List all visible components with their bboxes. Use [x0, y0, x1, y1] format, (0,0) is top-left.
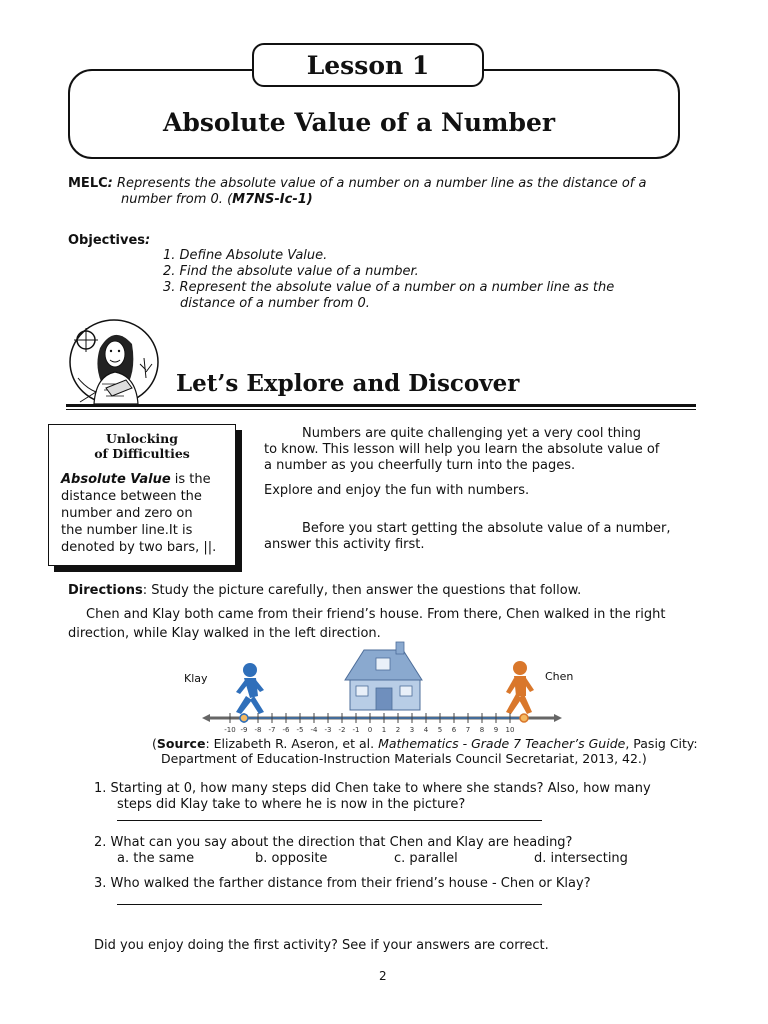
tick-label: 5 — [437, 726, 443, 734]
objective-item: 2. Find the absolute value of a number. — [163, 264, 419, 279]
melc-text: Represents the absolute value of a number on a number line as the distance of a — [117, 176, 647, 191]
unlocking-definition: Absolute Value is the distance between the number and zero on the number line.It is denoted by two bars, ||. — [61, 472, 217, 555]
intro-p1-line3: a number as you cheerfully turn into the pages. — [264, 458, 576, 473]
tick-label: -5 — [296, 726, 304, 734]
intro-p2: Explore and enjoy the fun with numbers. — [264, 483, 530, 498]
choice-b: b. opposite — [255, 851, 328, 866]
page-number: 2 — [379, 969, 387, 983]
choice-c: c. parallel — [394, 851, 458, 866]
house-icon — [345, 642, 422, 710]
question-1-line1: 1. Starting at 0, how many steps did Chen take to where she stands? Also, how many — [94, 781, 651, 796]
term: Absolute Value — [61, 472, 171, 487]
tick-label: 8 — [479, 726, 485, 734]
tick-label: -9 — [240, 726, 248, 734]
question-1-line2: steps did Klay take to where he is now in the picture? — [117, 797, 466, 812]
tick-label: -4 — [310, 726, 318, 734]
source-line1: (Source: Elizabeth R. Aseron, et al. Mathematics - Grade 7 Teacher’s Guide, Pasig City: — [152, 736, 698, 751]
lesson-label: Lesson 1 — [252, 43, 484, 87]
section-rule-thin — [66, 409, 696, 410]
chen-label: Chen — [545, 670, 574, 683]
section-rule — [66, 404, 696, 407]
source-label: Source — [156, 736, 206, 751]
tick-label: 0 — [367, 726, 373, 734]
melc-code: M7NS-Ic-1) — [232, 192, 313, 207]
intro-p1-line2: to know. This lesson will help you learn the absolute value of — [264, 442, 660, 457]
objective-item: 3. Represent the absolute value of a number on a number line as the — [163, 280, 615, 295]
intro-p3-line1: Before you start getting the absolute value of a number, — [302, 521, 671, 536]
objective-item: 1. Define Absolute Value. — [163, 248, 328, 263]
reading-woman-illustration — [66, 318, 166, 410]
number-line-figure — [200, 640, 565, 735]
tick-label: 2 — [395, 726, 401, 734]
tick-label: 9 — [493, 726, 499, 734]
directions-label: Directions — [68, 583, 143, 598]
directions: Directions: Study the picture carefully, then answer the questions that follow. — [68, 583, 582, 598]
tick-label: 7 — [465, 726, 471, 734]
melc-line1: MELC: Represents the absolute value of a number on a number line as the distance of a — [68, 176, 647, 191]
objective-item: distance of a number from 0. — [180, 296, 370, 311]
intro-p3-line2: answer this activity first. — [264, 537, 425, 552]
tick-label: -8 — [254, 726, 262, 734]
source-book: Mathematics - Grade 7 Teacher’s Guide — [378, 736, 626, 751]
tick-label: -10 — [224, 726, 236, 734]
tick-label: 6 — [451, 726, 457, 734]
intro-p1-line1: Numbers are quite challenging yet a very cool thing — [302, 426, 642, 441]
tick-label: -1 — [352, 726, 360, 734]
tick-marks — [224, 713, 514, 734]
tick-label: 4 — [423, 726, 429, 734]
klay-walking-icon — [236, 663, 264, 714]
choice-d: d. intersecting — [534, 851, 628, 866]
tick-label: -2 — [338, 726, 346, 734]
chen-position-marker — [520, 714, 528, 722]
tick-label: -3 — [324, 726, 332, 734]
melc-line2: number from 0. (M7NS-Ic-1) — [121, 192, 313, 207]
tick-label: -7 — [268, 726, 276, 734]
tick-label: -6 — [282, 726, 290, 734]
klay-label: Klay — [184, 672, 208, 685]
answer-blank-1 — [117, 820, 542, 821]
tick-label: 10 — [505, 726, 515, 734]
story-line2: direction, while Klay walked in the left direction. — [68, 626, 381, 641]
question-2: 2. What can you say about the direction that Chen and Klay are heading? — [94, 835, 573, 850]
chen-walking-icon — [506, 661, 534, 714]
answer-blank-3 — [117, 904, 542, 905]
section-title: Let’s Explore and Discover — [176, 370, 520, 397]
tick-label: 1 — [381, 726, 387, 734]
choice-a: a. the same — [117, 851, 195, 866]
unlocking-heading: Unlocking of Difficulties — [94, 431, 190, 461]
source-line2: Department of Education-Instruction Materials Council Secretariat, 2013, 42.) — [161, 751, 647, 766]
tick-label: 3 — [409, 726, 415, 734]
lesson-title: Absolute Value of a Number — [162, 108, 556, 137]
klay-position-marker — [240, 714, 248, 722]
closing-text: Did you enjoy doing the first activity? See if your answers are correct. — [94, 938, 549, 953]
unlocking-box — [48, 424, 236, 566]
question-3: 3. Who walked the farther distance from their friend’s house - Chen or Klay? — [94, 876, 591, 891]
story-line1: Chen and Klay both came from their friend’s house. From there, Chen walked in the right — [86, 607, 666, 622]
objectives-label: Objectives: — [68, 233, 151, 248]
melc-label: MELC — [68, 176, 108, 191]
